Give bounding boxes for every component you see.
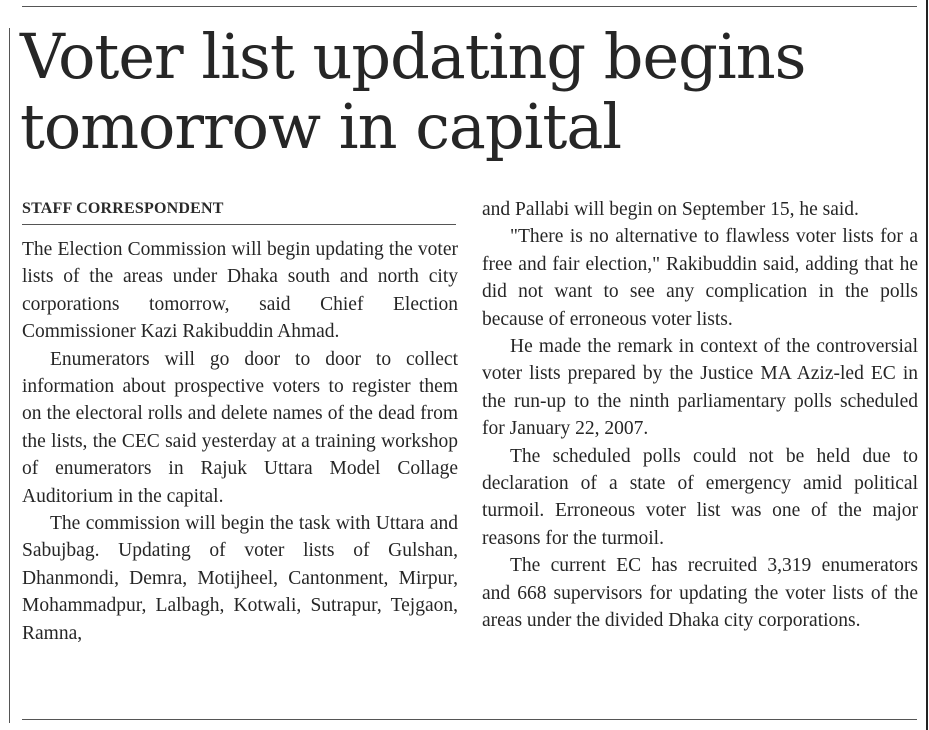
left-rule xyxy=(9,28,10,723)
headline: Voter list updating begins tomorrow in capital xyxy=(20,20,806,163)
paragraph: He made the remark in context of the controversial voter lists prepared by the Justice MA Aziz-led EC in the run-up to the ninth parliamentary polls scheduled for January 22, 2007. xyxy=(482,336,918,440)
article-column-right xyxy=(482,196,918,635)
byline-rule xyxy=(22,224,456,225)
paragraph: The commission will begin the task with Uttara and Sabujbag. Updating of voter lists of Gulshan, Dhanmondi, Demra, Motijheel, Cantonment, Mirpur, Mohammadpur, Lalbagh, Kotwali, Sutrapur, Tejgaon, Ramna, xyxy=(22,513,458,644)
paragraph: The Election Commission will begin updating the voter lists of the areas under Dhaka south and north city corporations tomorrow, said Chief Election Commissioner Kazi Rakibuddin Ahmad. xyxy=(22,239,458,343)
right-rule xyxy=(926,0,928,730)
paragraph: and Pallabi will begin on September 15, he said. xyxy=(482,199,859,220)
paragraph: The scheduled polls could not be held due to declaration of a state of emergency amid political turmoil. Erroneous voter list was one of the major reasons for the turmoil. xyxy=(482,445,918,549)
paragraph: Enumerators will go door to door to collect information about prospective voters to register them on the electoral rolls and delete names of the dead from the lists, the CEC said yesterday at a training workshop of enumerators in Rajuk Uttara Model Collage Auditorium in the capital. xyxy=(22,348,458,507)
top-rule xyxy=(22,6,917,7)
bottom-rule xyxy=(22,719,917,720)
article-column-left xyxy=(22,236,458,647)
paragraph: The current EC has recruited 3,319 enumerators and 668 supervisors for updating the voter lists of the areas under the divided Dhaka city corporations. xyxy=(482,555,918,632)
paragraph: "There is no alternative to flawless voter lists for a free and fair election," Rakibuddin said, adding that he did not want to see any complication in the polls because of erroneous voter lists. xyxy=(482,226,918,330)
byline: STAFF CORRESPONDENT xyxy=(22,200,224,217)
